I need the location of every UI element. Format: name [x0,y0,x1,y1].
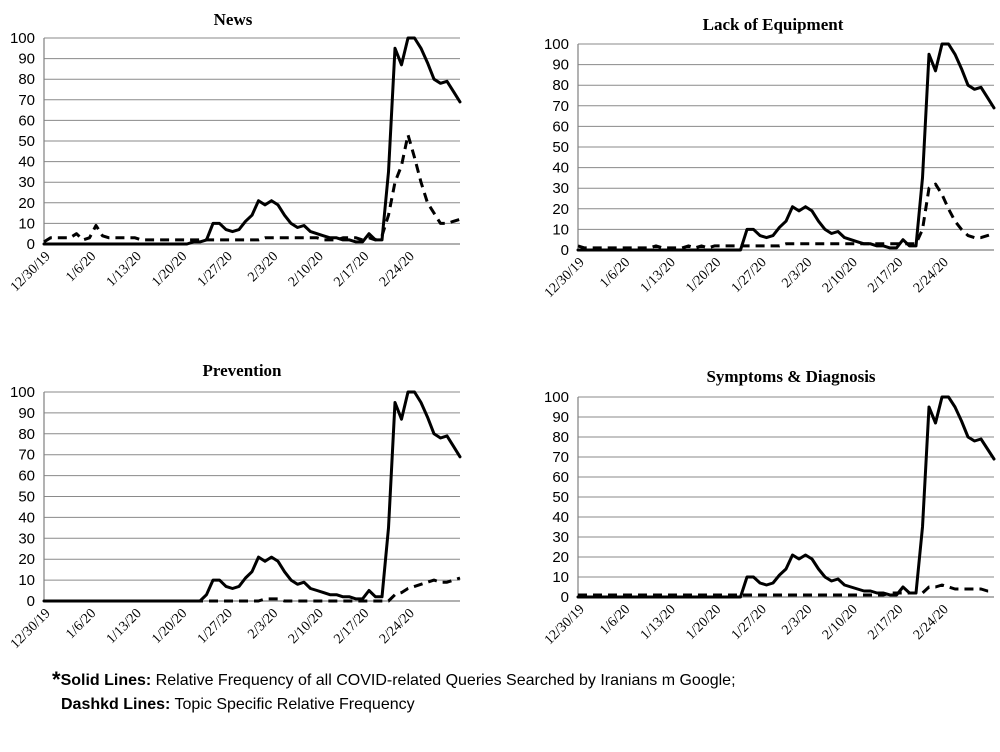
chart-panel-3 [8,361,460,652]
y-tick-label: 50 [552,139,569,156]
x-tick-label: 1/13/20 [637,255,679,297]
x-tick-label: 2/24/20 [910,255,952,297]
y-tick-label: 90 [18,50,35,68]
x-tick-label: 12/30/19 [541,255,588,301]
y-tick-label: 30 [18,530,35,548]
x-tick-label: 2/24/20 [910,602,952,644]
dashed-series-line [578,585,994,595]
chart-panel-2 [542,15,994,301]
footnote-dashed-label: Dashkd Lines: [61,696,171,713]
y-tick-label: 40 [18,153,35,171]
y-tick-label: 0 [26,236,35,253]
y-tick-label: 90 [552,56,569,74]
chart-title: Prevention [202,361,282,380]
x-tick-label: 1/20/20 [683,255,725,297]
footnote-line-solid [52,668,952,693]
y-tick-label: 100 [543,389,569,406]
footnote-solid-label: Solid Lines: [60,672,152,689]
y-tick-label: 20 [18,551,35,569]
footnote-solid-text: Relative Frequency of all COVID-related Queries Searched by Iranians m Google; [151,672,736,689]
y-tick-label: 10 [18,572,35,590]
x-tick-label: 2/10/20 [819,255,861,297]
x-tick-label: 1/20/20 [683,602,725,644]
y-tick-label: 0 [26,593,35,610]
y-tick-label: 100 [9,30,35,47]
x-tick-label: 12/30/19 [7,606,54,652]
y-tick-label: 30 [18,174,35,192]
footnote-star: * [52,667,61,692]
y-tick-label: 0 [560,589,569,606]
chart-title: Symptoms & Diagnosis [706,367,876,386]
x-tick-label: 2/17/20 [865,602,907,644]
x-tick-label: 1/6/20 [597,255,634,292]
chart-title: News [213,10,253,29]
y-tick-label: 30 [552,180,569,198]
y-tick-label: 60 [552,469,569,486]
y-tick-label: 10 [552,569,569,586]
x-tick-label: 2/10/20 [819,602,861,644]
dashed-series-line [44,578,460,601]
x-tick-label: 1/6/20 [63,249,100,286]
dashed-series-line [578,184,994,248]
y-tick-label: 100 [543,36,569,53]
x-tick-label: 1/27/20 [194,606,236,648]
y-tick-label: 80 [552,77,569,95]
y-tick-label: 80 [552,429,569,446]
x-tick-label: 2/10/20 [285,249,327,291]
y-tick-label: 100 [9,384,35,401]
y-tick-label: 50 [18,133,35,150]
y-tick-label: 60 [18,467,35,485]
y-tick-label: 0 [560,242,569,259]
x-tick-label: 1/27/20 [728,602,770,644]
y-tick-label: 50 [552,489,569,506]
y-tick-label: 60 [552,118,569,136]
y-tick-label: 20 [552,549,569,566]
y-tick-label: 30 [552,529,569,546]
x-tick-label: 1/13/20 [103,606,145,648]
y-tick-label: 60 [18,112,35,130]
y-tick-label: 70 [18,91,35,109]
y-tick-label: 40 [552,509,569,526]
x-tick-label: 1/6/20 [63,606,100,643]
y-tick-label: 20 [18,194,35,212]
x-tick-label: 1/6/20 [597,602,634,639]
y-tick-label: 80 [18,425,35,443]
x-tick-label: 12/30/19 [7,249,54,295]
y-tick-label: 70 [18,446,35,464]
x-tick-label: 2/3/20 [779,255,816,292]
x-tick-label: 1/27/20 [728,255,770,297]
y-tick-label: 80 [18,71,35,89]
x-tick-label: 1/20/20 [149,606,191,648]
y-tick-label: 70 [552,449,569,466]
x-tick-label: 2/3/20 [245,249,282,286]
y-tick-label: 10 [18,215,35,233]
y-tick-label: 70 [552,97,569,115]
y-tick-label: 20 [552,200,569,218]
chart-panel-4 [542,367,994,648]
y-tick-label: 40 [18,509,35,527]
y-tick-label: 40 [552,159,569,177]
x-tick-label: 2/24/20 [376,249,418,291]
y-tick-label: 50 [18,488,35,506]
y-tick-label: 90 [552,409,569,426]
footnote-line-dashed [52,693,952,717]
x-tick-label: 2/17/20 [331,606,373,648]
dashed-series-line [44,135,460,242]
x-tick-label: 2/10/20 [285,606,327,648]
x-tick-label: 12/30/19 [541,602,588,648]
x-tick-label: 2/3/20 [779,602,816,639]
y-tick-label: 10 [552,221,569,239]
x-tick-label: 1/13/20 [103,249,145,291]
footnote [52,668,952,717]
x-tick-label: 2/17/20 [331,249,373,291]
x-tick-label: 1/13/20 [637,602,679,644]
x-tick-label: 1/20/20 [149,249,191,291]
x-tick-label: 1/27/20 [194,249,236,291]
chart-title: Lack of Equipment [702,15,844,34]
chart-panel-1 [8,10,460,295]
x-tick-label: 2/17/20 [865,255,907,297]
x-tick-label: 2/3/20 [245,606,282,643]
footnote-dashed-text: Topic Specific Relative Frequency [170,696,415,713]
x-tick-label: 2/24/20 [376,606,418,648]
y-tick-label: 90 [18,404,35,422]
